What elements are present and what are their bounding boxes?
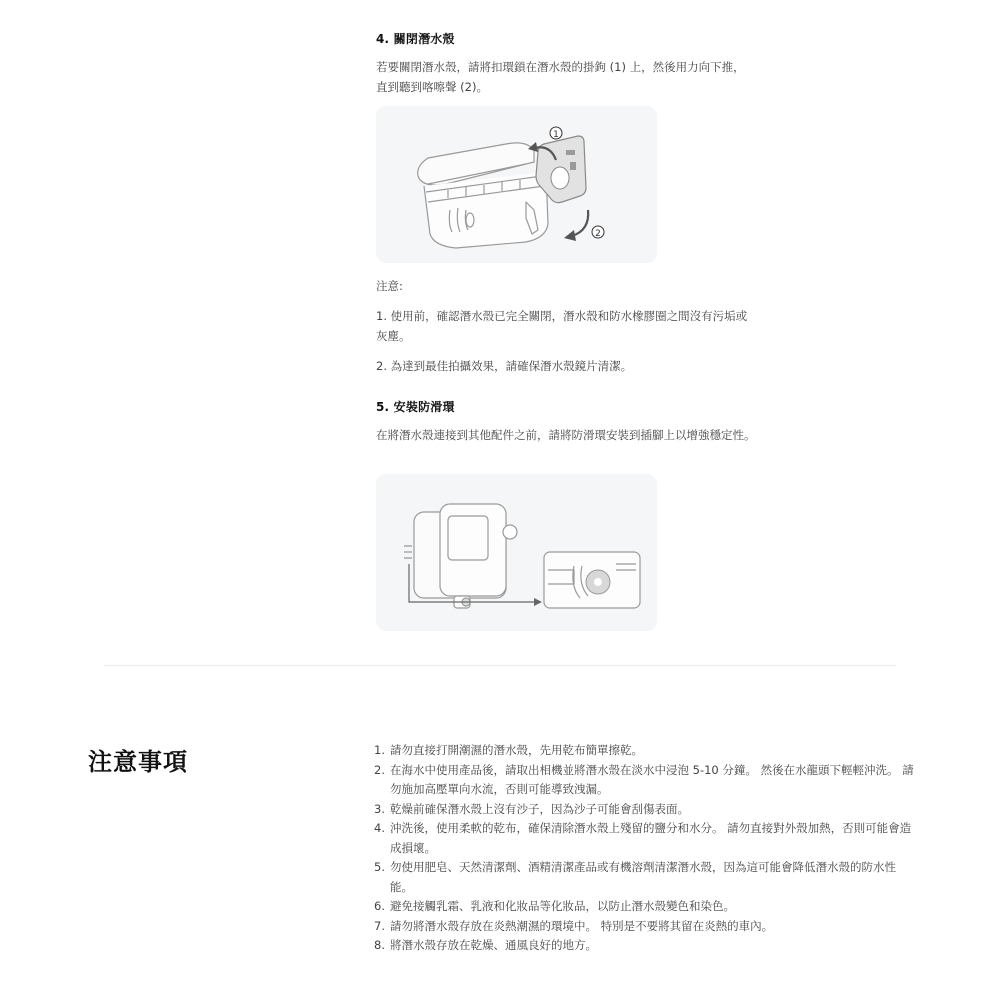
dive-case-closing-illustration — [376, 106, 657, 263]
callout-1: 1 — [553, 130, 559, 140]
anti-slip-ring-illustration — [376, 474, 657, 631]
dive-case-closing-figure — [376, 106, 657, 263]
precautions-list — [374, 741, 914, 956]
precaution-item: 1. 請勿直接打開潮濕的潛水殼，先用乾布簡單擦乾。 — [374, 743, 643, 757]
precaution-item: 2. 在海水中使用產品後，請取出相機並將潛水殼在淡水中浸泡 5-10 分鐘。 然後在水龍頭下輕輕沖洗。 請勿施加高壓單向水流，否則可能導致洩漏。 — [374, 762, 914, 796]
note-label: 注意: — [376, 279, 403, 293]
callout-2: 2 — [595, 229, 601, 239]
precautions-heading: 注意事項 — [88, 748, 188, 776]
arrow-down-icon — [572, 210, 588, 236]
section-divider — [104, 665, 896, 666]
precaution-item: 5. 勿使用肥皂、天然清潔劑、酒精清潔產品或有機溶劑清潔潛水殼，因為這可能會降低潛水殼的防水性能。 — [374, 860, 896, 894]
note-item-2: 2. 為達到最佳拍攝效果，請確保潛水殼鏡片清潔。 — [376, 359, 633, 373]
precaution-item: 7. 請勿將潛水殼存放在炎熱潮濕的環境中。 特別是不要將其留在炎熱的車內。 — [374, 918, 774, 933]
precaution-item: 6. 避免接觸乳霜、乳液和化妝品等化妝品，以防止潛水殼變色和染色。 — [374, 899, 735, 913]
precaution-item: 4. 沖洗後，使用柔軟的乾布，確保清除潛水殼上殘留的鹽分和水分。 請勿直接對外殼加熱，否則可能會造成損壞。 — [374, 821, 912, 855]
note-item-1: 1. 使用前，確認潛水殼已完全關閉，潛水殼和防水橡膠圈之間沒有污垢或灰塵。 — [376, 309, 748, 343]
step-4-title: 4. 關閉潛水殼 — [376, 32, 455, 46]
step-5-title: 5. 安裝防滑環 — [376, 400, 455, 414]
step-5-body: 在將潛水殼連接到其他配件之前，請將防滑環安裝到插腳上以增強穩定性。 — [376, 428, 756, 442]
precaution-item: 3. 乾燥前確保潛水殼上沒有沙子，因為沙子可能會刮傷表面。 — [374, 801, 689, 816]
precaution-item: 8. 將潛水殼存放在乾燥、通風良好的地方。 — [374, 938, 597, 952]
step-4-body: 若要關閉潛水殼，請將扣環鎖在潛水殼的掛鉤 (1) 上，然後用力向下推，直到聽到喀嚓聲 (2)。 — [376, 60, 745, 94]
anti-slip-ring-figure — [376, 474, 657, 631]
